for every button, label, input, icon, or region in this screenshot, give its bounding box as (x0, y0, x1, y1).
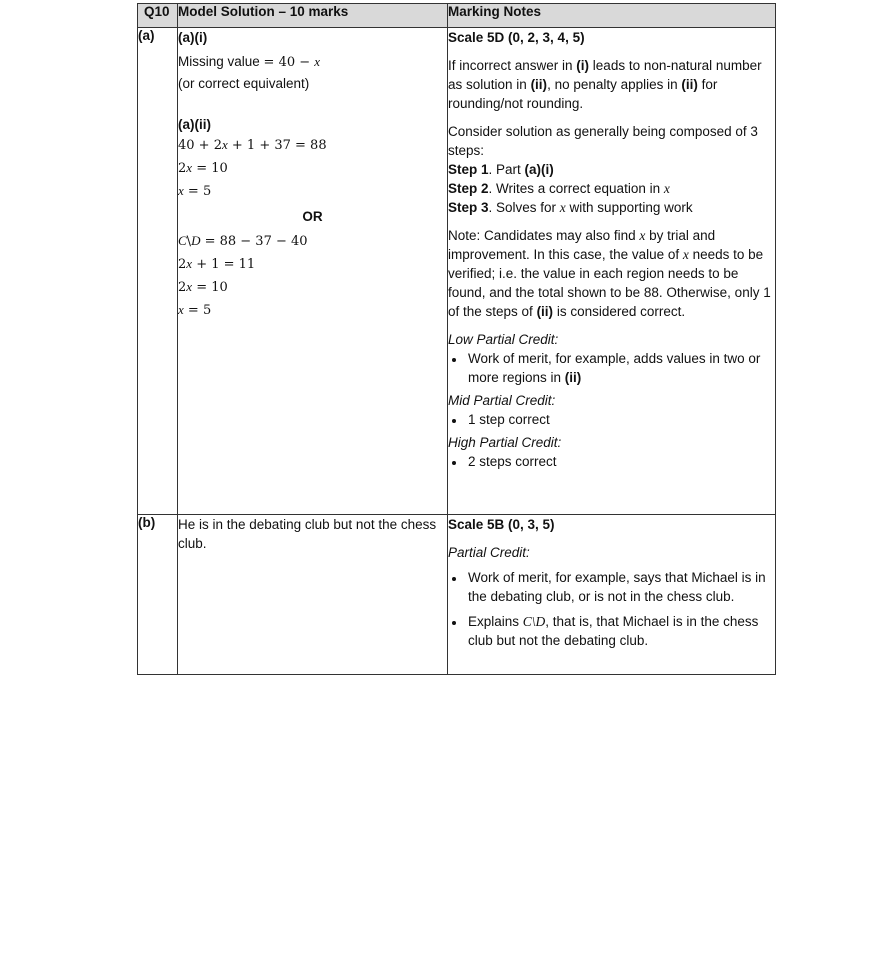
aii-label: (a)(ii) (178, 117, 211, 132)
step-1: Step 1. Part (a)(i) (448, 162, 554, 177)
b-partial-list (448, 568, 775, 650)
row-part-a (138, 28, 776, 515)
part-b-label: (b) (138, 515, 178, 675)
high-partial-title: High Partial Credit: (448, 435, 562, 450)
aii-m2: 2x = 10 (178, 160, 228, 176)
ai-line2: (or correct equivalent) (178, 76, 310, 91)
part-b-solution: He is in the debating club but not the chess club. (178, 515, 448, 675)
step-3: Step 3. Solves for x with supporting work (448, 200, 693, 215)
list-item: • Work of merit, for example, says that Michael is in the debating club, or is not in the chess club. (466, 568, 775, 606)
a-note-p3: Note: Candidates may also find x by trial and improvement. In this case, the value of x needs to be verified; i.e. the value in each region needs to be found, and the total shown to be 88. Otherwise, only 1 of the steps of (ii) is considered correct. (448, 228, 771, 319)
header-marking-notes: Marking Notes (448, 4, 776, 28)
header-row (138, 4, 776, 28)
b-scale: Scale 5B (0, 3, 5) (448, 517, 555, 532)
ai-line1: Missing value = 40 − x (178, 54, 321, 70)
list-item: • Work of merit, for example, adds values in two or more regions in (ii) (466, 349, 775, 387)
aii-m4: C\D = 88 − 37 − 40 (178, 233, 308, 249)
header-model-solution: Model Solution – 10 marks (178, 4, 448, 28)
part-a-solution (178, 28, 448, 515)
header-question: Q10 (138, 4, 178, 28)
mid-partial-list (448, 410, 775, 429)
a-note-p2: Consider solution as generally being composed of 3 steps: (448, 124, 758, 158)
a-note-p1: If incorrect answer in (i) leads to non-natural number as solution in (ii), no penalty applies in (ii) for rounding/not rounding. (448, 58, 762, 111)
list-item: • 1 step correct (466, 410, 775, 429)
aii-m7: x = 5 (178, 302, 212, 318)
part-a-notes (448, 28, 776, 515)
aii-m3: x = 5 (178, 183, 212, 199)
part-b-notes (448, 515, 776, 675)
aii-m1: 40 + 2x + 1 + 37 = 88 (178, 137, 327, 153)
list-item: • Explains C\D, that is, that Michael is in the chess club but not the debating club. (466, 612, 775, 650)
aii-m6: 2x = 10 (178, 279, 228, 295)
part-a-label: (a) (138, 28, 178, 515)
low-partial-title: Low Partial Credit: (448, 332, 559, 347)
mid-partial-title: Mid Partial Credit: (448, 393, 556, 408)
step-2: Step 2. Writes a correct equation in x (448, 181, 670, 196)
or-separator: OR (302, 209, 323, 224)
a-scale: Scale 5D (0, 2, 3, 4, 5) (448, 30, 585, 45)
high-partial-list (448, 452, 775, 471)
row-part-b (138, 515, 776, 675)
ai-label: (a)(i) (178, 30, 208, 45)
marking-scheme-table (137, 3, 776, 675)
low-partial-list (448, 349, 775, 387)
aii-m5: 2x + 1 = 11 (178, 256, 256, 272)
b-partial-title: Partial Credit: (448, 545, 530, 560)
list-item: • 2 steps correct (466, 452, 775, 471)
